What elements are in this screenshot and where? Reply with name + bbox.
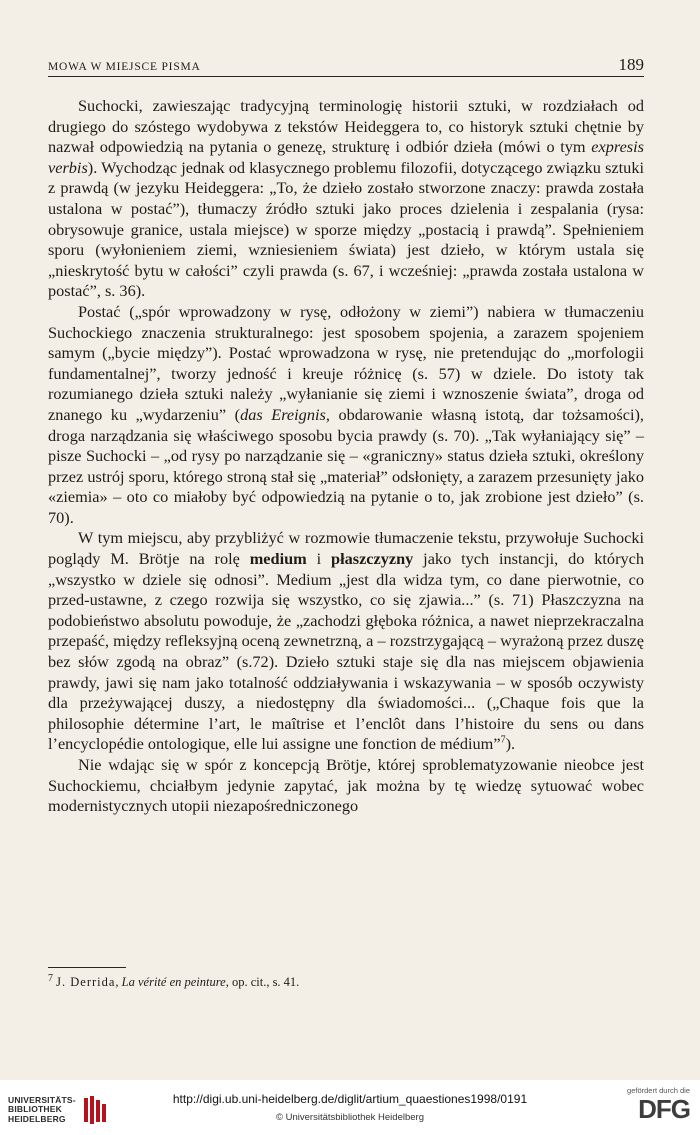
paragraph-3-text-c: ).	[505, 734, 516, 754]
paragraph-3-text-mid: i	[306, 549, 332, 569]
paragraph-3-text-a: W tym miejscu, aby przybliżyć w rozmowie tłumaczenie tekstu, przywołuje Suchocki poglądy M. Brötje na rolę	[48, 528, 644, 569]
copyright-notice: © Universitätsbibliothek Heidelberg	[276, 1112, 424, 1123]
body-text	[48, 96, 644, 817]
running-head	[48, 56, 644, 77]
paragraph-3-bold-medium: medium	[249, 549, 307, 569]
footnote-author: J. Derrida	[56, 975, 116, 989]
paragraph-2	[48, 302, 644, 529]
footnote-title: La vérité en peinture	[121, 975, 226, 989]
page-number: 189	[618, 55, 644, 74]
dfg-wordmark: DFG	[638, 1094, 690, 1124]
paragraph-4	[48, 755, 644, 817]
library-name-line-3: HEIDELBERG	[8, 1113, 66, 1124]
footnote-7: $^7$ J. Derrida, La vérité en peinture, op. cit., s. 41.	[48, 972, 300, 989]
paragraph-2-text-a: Postać („spór wprowadzony w rysę, odłożony w ziemi”) nabiera w tłumaczeniu Suchockiego znaczenia strukturalnego: jest sposobem spojenia, a zarazem spojeniem samym („bycie między”). Postać wprowadzona w rysę, nie pretendując do „morfologii fundamentalnej”, tworzy jedność i kreuje różnicę (s. 57) w dziele. Do istoty tak rozumianego dzieła sztuki należy „wyłanianie się ziemi i wznoszenie świata”, droga od znanego ku „wydarzeniu” (	[48, 301, 644, 424]
paragraph-1-text-a: Suchocki, zawieszając tradycyjną terminologię historii sztuki, w rozdziałach od drugiego do szóstego wydobywa z tekstów Heideggera to, co historyk sztuki chętnie by nazwał odpowiedzią na pytania o genezę, strukturę i odbiór dzieła (mówi o tym	[48, 96, 644, 157]
paragraph-3-bold-plaszczyzna: płaszczyzny	[331, 549, 414, 569]
permalink-url[interactable]: http://digi.ub.uni-heidelberg.de/diglit/artium_quaestiones1998/0191	[172, 1092, 528, 1106]
paragraph-2-italic: das Ereignis	[240, 404, 326, 424]
footnote-marker: 7	[48, 972, 53, 984]
footnote-reference[interactable]: 7	[500, 734, 506, 746]
paragraph-3	[48, 528, 644, 755]
dfg-logo[interactable]	[627, 1086, 690, 1123]
paragraph-3-text-b: jako tych instancji, do których „wszystko w dziele się odnosi”. Medium „jest dla widza tym, co dane pierwotnie, co przed-ustawne, z czego rozwija się wszystko, co się zjawia...” (s. 71) Płaszczyzna na podobieństwo absolutu powoduje, że „zachodzi głęboka różnica, a nawet nieprzekraczalna przepaść, między refleksyjną oceną zewnetrzną, a – rozstrzygającą – wyrażoną przez duszę bez słów zgodą na obraz” (s.72). Dzieło sztuki staje się dla nas miejscem objawienia prawdy, jawi się nam jako totalność oddziaływania i wskazywania – w sposób oczywisty dla przeżywającej duszy, a niedostępny dla świadomości... („Chaque fois que la philosophie détermine l’art, le maîtrise et l’enclôt dans l’histoire du sens ou dans l’encyclopédie ontologique, elle lui assigne une fonction de médium”	[48, 549, 644, 754]
paragraph-2-text-b: , obdarowanie własną istotą, dar tożsamości), droga narządzania się właściwego sposobu bycia prawdy (s. 70). „Tak wyłaniający się” – pisze Suchocki – „od rysy po narządzanie się – «graniczny» status dzieła sztuki, określony przez ustrój sporu, którego stroną stał się „materiał” odsłonięty, a zarazem przesunięty jako «ziemia» – oto co miałoby być odpowiedzią na pytanie o to, jak zrobione jest dzieło” (s. 70).	[48, 404, 645, 527]
footnote-rule	[48, 967, 126, 968]
paragraph-1-text-b: ). Wychodząc jednak od klasycznego problemu filozofii, dotyczącego związku sztuki z prawdą (w jezyku Heideggera: „To, że dzieło zostało stworzone znaczy: prawda została ustalona w postać”), tłumaczy źródło sztuki jako proces dzielenia i zespalania (rysa: obrysowuje granice, ustala miejsce) w sporze między „postacią i prawdą”. Spełnieniem sporu (wyłonieniem ziemi, wzniesieniem świata) jest dzieło, w którym ustala się „nieskrytość bytu w całości” czyli prawda (s. 67, i wcześniej: „prawda została ustalona w postać”, s. 36).	[48, 157, 644, 301]
funder-caption: gefördert durch die	[627, 1086, 690, 1095]
running-title: MOWA W MIEJSCE PISMA	[48, 61, 201, 73]
paragraph-1	[48, 96, 644, 302]
paragraph-1-italic: expresis verbis	[48, 137, 644, 177]
footnote-rest: , op. cit., s. 41.	[225, 975, 300, 989]
paragraph-4-text: Nie wdając się w spór z koncepcją Brötje, której sproblematyzowanie nieobce jest Suchockiemu, chciałbym jedynie zapytać, jak można by tę wiedzę sytuować wobec modernistycznych utopii niezapośredniczonego	[48, 755, 644, 816]
library-name-line-1: UNIVERSITÄTS-	[8, 1094, 76, 1105]
digitization-footer	[0, 1080, 700, 1135]
library-name-line-2: BIBLIOTHEK	[8, 1104, 62, 1115]
